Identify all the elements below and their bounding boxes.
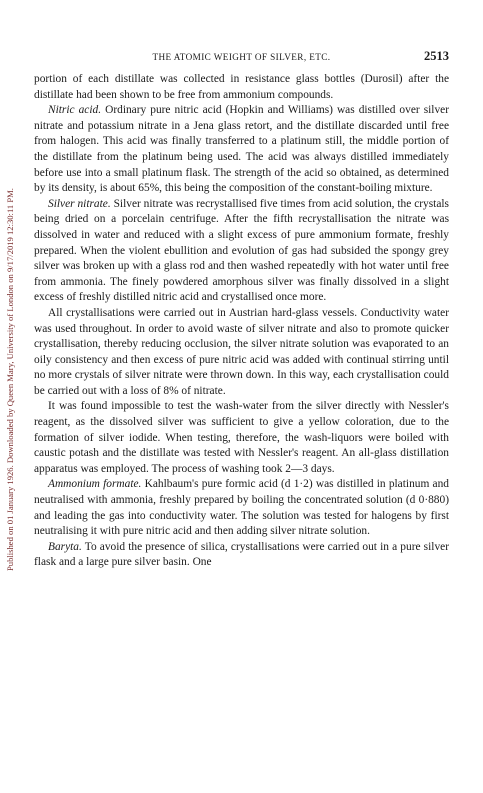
paragraph-lead: Ammonium formate. <box>48 478 142 491</box>
paragraph <box>34 197 449 306</box>
paragraph <box>34 540 449 571</box>
paragraph-text: All crystallisations were carried out in Austrian hard-glass vessels. Conductivity water was used throughout. In order to avoid waste of silver nitrate and also to promote quicker crystallisation, thereby reducing occlusion, the silver nitrate solution was evaporated to an oily consistency and then excess of pure nitric acid was added with continual stirring until no more crystals of silver nitrate were thrown down. In this way, each crystallisation could be carried out with a loss of 8% of nitrate. <box>34 306 449 397</box>
paragraph-text: Silver nitrate was recrystallised five times from acid solution, the crystals being dried on a porcelain centrifuge. After the fifth recrystallisation the nitrate was dissolved in water and reduced with a slight excess of pure ammonium formate, freshly prepared. When the violent ebullition and evolution of gas had subsided the spongy grey silver was broken up with a glass rod and then washed repeatedly with hot water until free from ammonia. The finely powdered amorphous silver was finally dissolved in a slight excess of freshly distilled nitric acid and crystallised once more. <box>34 197 449 304</box>
paragraph-text: To avoid the presence of silica, crystallisations were carried out in a pure silver flask and a large pure silver basin. One <box>34 540 449 569</box>
article-body <box>34 72 449 571</box>
paragraph-text: Ordinary pure nitric acid (Hopkin and Williams) was distilled over silver nitrate and potassium nitrate in a Jena glass retort, and the distillate discarded until free from halogen. This acid was finally transferred to a platinum still, the middle portion of the distillate from the platinum being used. The acid was always distilled immediately before use into a small platinum flask. The strength of the acid so obtained, as determined by its density, is about 65%, this being the composition of the constant-boiling mixture. <box>34 104 449 195</box>
running-head <box>34 49 449 66</box>
paragraph-lead: Silver nitrate. <box>48 197 111 210</box>
paragraph-lead: Nitric acid. <box>48 104 102 117</box>
paragraph <box>34 399 449 477</box>
page-number: 2513 <box>424 49 449 63</box>
paragraph <box>34 72 449 103</box>
paragraph-text: portion of each distillate was collected in resistance glass bottles (Durosil) after the distillate had been shown to be free from ammonium compounds. <box>34 73 449 101</box>
paragraph-lead: Baryta. <box>48 540 82 553</box>
running-head-title: THE ATOMIC WEIGHT OF SILVER, ETC. <box>152 52 331 62</box>
paragraph <box>34 103 449 197</box>
paragraph-text: Kahlbaum's pure formic acid (d 1·2) was distilled in platinum and neutralised with ammonia, freshly prepared by boiling the concentrated solution (d 0·880) and leading the gas into conductivity water. The solution was tested for halogens by first neutralising it with pure nitric acid and then adding silver nitrate solution. <box>34 478 449 538</box>
publication-stamp: Published on 01 January 1926. Downloaded by Queen Mary, University of London on 9/17/2019 12:30:11 PM. <box>5 188 15 572</box>
paragraph <box>34 306 449 400</box>
paragraph <box>34 477 449 539</box>
paragraph-text: It was found impossible to test the wash-water from the silver directly with Nessler's reagent, as the dissolved silver was sufficient to give a yellow coloration, due to the formation of silver iodide. When testing, therefore, the wash-liquors were boiled with caustic potash and the distillate was tested with Nessler's reagent. An all-glass distillation apparatus was employed. The process of washing took 2—3 days. <box>34 400 449 475</box>
